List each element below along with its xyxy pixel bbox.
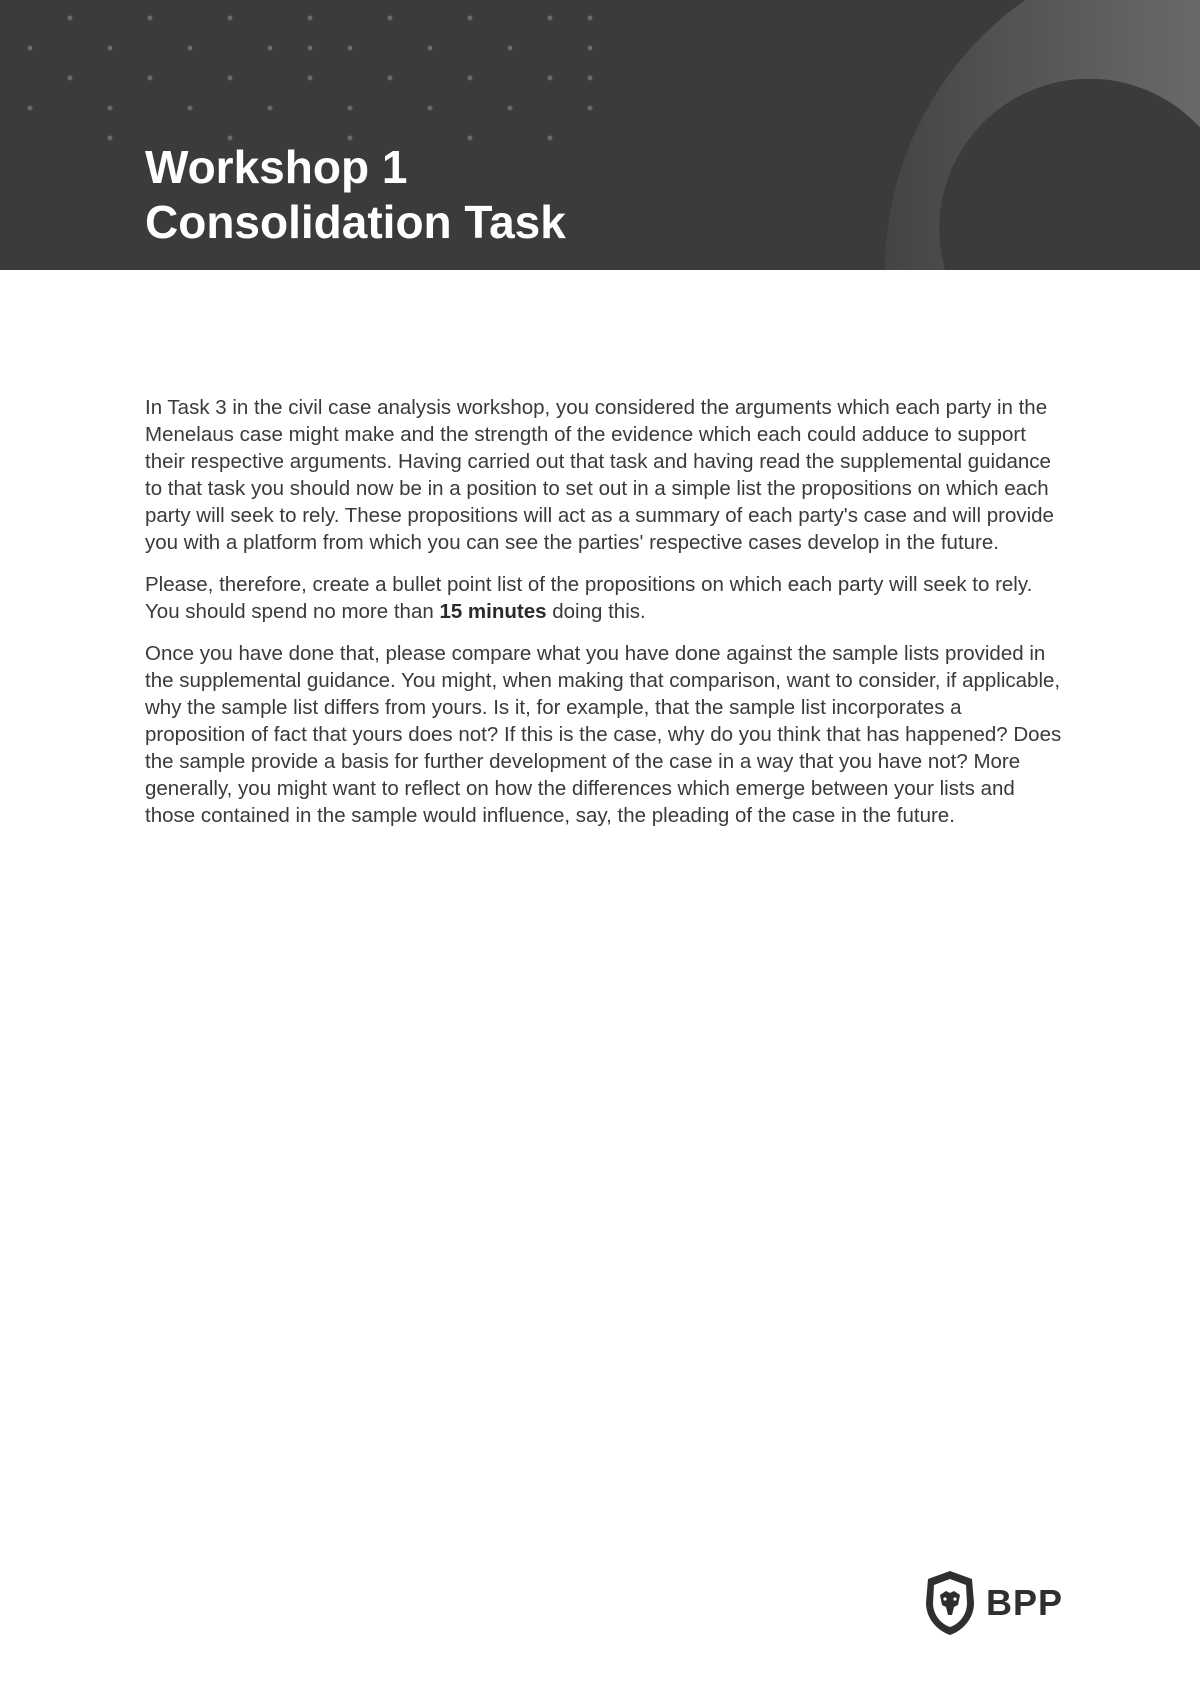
page-header-banner — [0, 0, 1200, 270]
instructions-paragraph-3: Once you have done that, please compare what you have done against the sample lists provided in the supplemental guidance. You might, when making that comparison, want to consider, if applicable, why the sample list differs from yours. Is it, for example, that the sample list incorporates a proposition of fact that yours does not? If this is the case, why do you think that has happened? Does the sample provide a basis for further development of the case in a way that you have not? More generally, you might want to reflect on how the differences which emerge between your lists and those contained in the sample would influence, say, the pleading of the case in the future. — [145, 642, 1062, 827]
instructions-paragraph-2 — [145, 571, 1065, 625]
page-title-line-2: Consolidation Task — [145, 196, 566, 248]
instructions-paragraph-1: In Task 3 in the civil case analysis workshop, you considered the arguments which each party in the Menelaus case might make and the strength of the evidence which each could adduce to support their respective arguments. Having carried out that task and having read the supplemental guidance to that task you should now be in a position to set out in a simple list the propositions on which each party will seek to rely. These propositions will act as a summary of each party's case and will provide you with a platform from which you can see the parties' respective cases develop in the future. — [145, 396, 1054, 554]
task-instructions — [145, 394, 1065, 844]
page-title-line-1: Workshop 1 — [145, 141, 408, 193]
lion-shield-icon — [922, 1569, 978, 1637]
page-title — [145, 140, 566, 250]
time-limit-emphasis: 15 minutes — [439, 600, 547, 623]
bpp-logo — [922, 1569, 1062, 1641]
paragraph-2-text-end: doing this. — [546, 600, 646, 623]
bpp-logo-text: BPP — [986, 1582, 1064, 1623]
paragraph-2-text-start: Please, therefore, create a bullet point list of the propositions on which each party will seek to rely. You should spend no more than — [145, 573, 1033, 623]
